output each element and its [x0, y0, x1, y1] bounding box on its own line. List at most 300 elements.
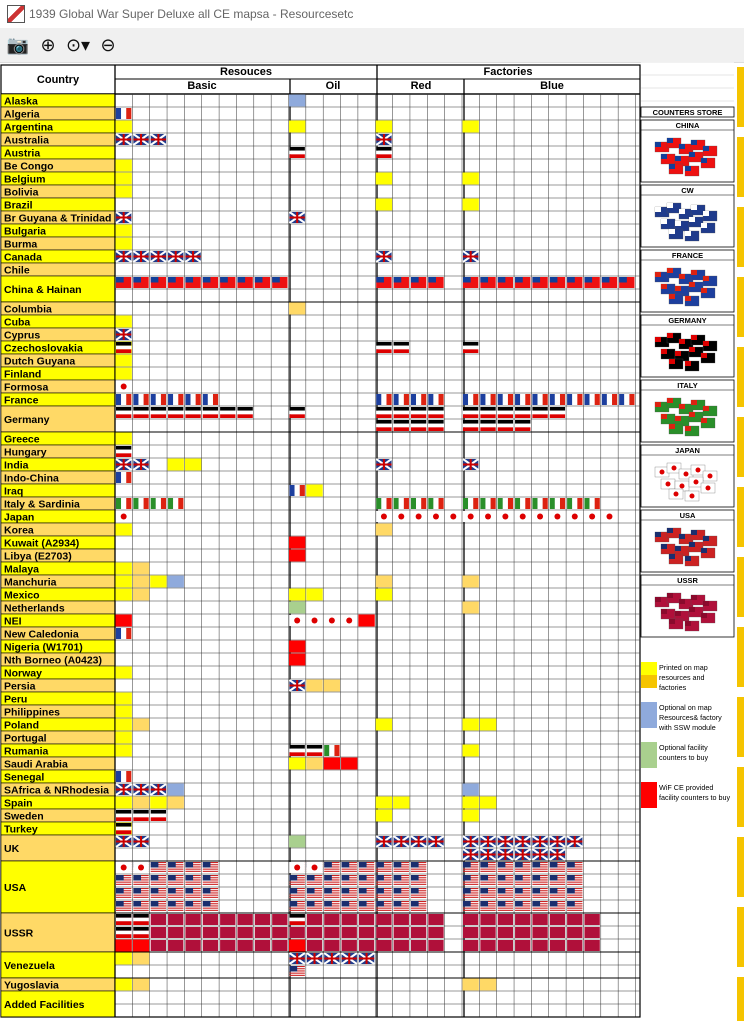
germany-counter — [498, 411, 513, 415]
germany-counter — [116, 349, 131, 353]
country-label: SAfrica & NRhodesia — [4, 784, 110, 797]
italy-counter — [416, 498, 421, 509]
country-label: Greece — [4, 433, 40, 446]
usa-counter — [394, 884, 409, 885]
resource-marker — [324, 680, 340, 692]
usa-counter — [515, 869, 530, 870]
germany-counter — [133, 414, 148, 418]
resource-marker — [463, 576, 479, 588]
usa-counter — [324, 875, 332, 881]
germany-counter — [116, 342, 131, 346]
italy-counter — [329, 745, 334, 756]
fr-store-counter-mark — [685, 296, 691, 301]
cn-store-counter-mark — [691, 140, 697, 145]
italy-counter — [439, 498, 444, 509]
germany-counter — [376, 414, 391, 418]
germany-counter — [116, 830, 131, 834]
legend-swatch — [641, 742, 657, 768]
usa-counter — [203, 908, 218, 909]
france-counter — [381, 394, 386, 405]
ussr-counter — [498, 940, 513, 951]
france-counter — [428, 394, 433, 405]
germany-counter — [376, 349, 391, 353]
japan-counter — [121, 384, 127, 390]
country-label: Yugoslavia — [4, 979, 59, 992]
germany-counter — [116, 446, 131, 450]
germany-counter — [133, 934, 148, 938]
usa-counter — [376, 871, 391, 872]
usa-counter — [463, 908, 478, 909]
usa-counter — [151, 884, 166, 885]
germany-counter — [498, 427, 513, 431]
ussr-counter — [185, 927, 200, 938]
camera-button[interactable] — [5, 32, 31, 58]
usa-counter — [550, 888, 558, 894]
france-counter — [151, 394, 156, 405]
zoom-options-button[interactable] — [63, 32, 93, 58]
italy-counter — [543, 498, 548, 509]
uk-store-counter-mark — [701, 223, 707, 228]
germany-counter — [151, 810, 166, 814]
jp-store-counter-dot — [666, 482, 671, 487]
oil-header: Oil — [325, 80, 341, 92]
usa-counter — [203, 897, 218, 898]
uk-store-counter-mark — [679, 209, 685, 214]
country-label: Peru — [4, 693, 28, 706]
next-sheet-strip — [737, 487, 744, 547]
germany-counter — [394, 407, 409, 411]
germany-counter — [116, 407, 131, 411]
germany-counter — [428, 424, 443, 428]
usa-counter — [394, 910, 409, 911]
usa-counter — [307, 884, 322, 885]
germany-counter — [185, 411, 200, 415]
germany-counter — [290, 411, 305, 415]
usa-counter — [342, 897, 357, 898]
usa-counter — [515, 908, 530, 909]
resource-marker — [480, 797, 496, 809]
germany-counter — [237, 411, 252, 415]
uk-store-counter-mark — [667, 203, 673, 208]
italy-counter — [144, 498, 149, 509]
next-sheet-strip — [737, 67, 744, 127]
ussr-counter — [220, 927, 235, 938]
china-counter — [515, 277, 523, 283]
us-store-counter-mark — [669, 554, 675, 559]
japan-counter — [554, 514, 560, 520]
france-counter — [191, 394, 196, 405]
germany-counter — [151, 414, 166, 418]
germany-counter — [428, 407, 443, 411]
it-store-counter-mark — [691, 400, 697, 405]
italy-counter — [584, 498, 589, 509]
germany-counter — [168, 411, 183, 415]
france-counter — [133, 394, 138, 405]
counter-section-title: FRANCE — [671, 251, 704, 260]
italy-counter — [156, 498, 161, 509]
resource-marker — [463, 979, 479, 991]
france-counter — [386, 394, 391, 405]
usa-counter — [342, 875, 350, 881]
usa-counter — [463, 910, 478, 911]
counter-section-title: CW — [681, 186, 694, 195]
country-label: New Caledonia — [4, 628, 79, 641]
germany-counter — [411, 424, 426, 428]
usa-counter — [185, 884, 200, 885]
france-counter — [138, 394, 143, 405]
germany-counter — [116, 934, 131, 938]
usa-counter — [411, 908, 426, 909]
legend-text: Resources& factory — [659, 713, 722, 722]
usa-counter — [151, 901, 159, 907]
usa-counter — [185, 895, 200, 896]
resource-marker — [116, 368, 132, 380]
germany-counter — [515, 407, 530, 411]
france-counter — [520, 394, 525, 405]
resource-marker — [376, 576, 392, 588]
france-counter — [121, 472, 126, 483]
de-store-counter-mark — [691, 335, 697, 340]
usa-counter — [550, 895, 565, 896]
germany-counter — [290, 147, 305, 151]
usa-counter — [532, 897, 547, 898]
country-label: UK — [4, 843, 20, 855]
germany-counter — [307, 745, 322, 749]
counter-section-title: ITALY — [677, 381, 698, 390]
usa-counter — [342, 908, 357, 909]
usa-counter — [411, 897, 426, 898]
cn-store-counter-mark — [661, 154, 667, 159]
next-sheet-strip — [737, 557, 744, 617]
usa-counter — [550, 862, 558, 868]
usa-counter — [307, 888, 315, 894]
usa-counter — [394, 908, 409, 909]
country-label: Italy & Sardinia — [4, 498, 80, 511]
germany-counter — [116, 931, 131, 935]
resource-marker — [116, 615, 132, 627]
usa-counter — [151, 862, 159, 868]
resource-marker — [116, 979, 132, 991]
germany-counter — [394, 349, 409, 353]
usa-counter — [515, 895, 530, 896]
usa-counter — [515, 901, 523, 907]
country-label: Cyprus — [4, 329, 41, 342]
france-counter — [126, 108, 131, 119]
usa-counter — [567, 882, 582, 883]
usa-counter — [480, 901, 488, 907]
germany-counter — [376, 151, 391, 155]
italy-counter — [161, 498, 166, 509]
italy-counter — [121, 498, 126, 509]
france-counter — [394, 394, 399, 405]
uk-store-counter-mark — [669, 229, 675, 234]
usa-counter — [307, 875, 315, 881]
germany-counter — [376, 411, 391, 415]
legend-swatch — [641, 662, 657, 675]
germany-counter — [376, 420, 391, 424]
cn-store-counter-mark — [689, 152, 695, 157]
resource-marker — [150, 576, 166, 588]
germany-counter — [463, 342, 478, 346]
fr-store-counter-mark — [669, 294, 675, 299]
country-label: Alaska — [4, 95, 38, 108]
ussr-counter — [272, 940, 287, 951]
usa-counter — [342, 871, 357, 872]
resource-marker — [168, 576, 184, 588]
japan-counter — [606, 514, 612, 520]
usa-counter — [550, 871, 565, 872]
country-label: Algeria — [4, 108, 40, 121]
resource-marker — [289, 303, 305, 315]
de-store-counter-mark — [655, 337, 661, 342]
usa-counter — [515, 910, 530, 911]
country-label: Turkey — [4, 823, 38, 836]
us-store-counter-mark — [691, 530, 697, 535]
france-counter — [116, 472, 121, 483]
germany-counter — [116, 411, 131, 415]
usa-counter — [324, 908, 339, 909]
usa-counter — [203, 910, 218, 911]
next-sheet-strip — [737, 767, 744, 827]
ussr-counter — [272, 914, 287, 925]
cn-store-counter-mark — [655, 142, 661, 147]
usa-counter — [498, 875, 506, 881]
country-label: Saudi Arabia — [4, 758, 68, 771]
japan-counter — [346, 618, 352, 624]
france-counter — [126, 628, 131, 639]
usa-counter — [203, 901, 211, 907]
italy-counter — [376, 498, 381, 509]
resource-marker — [168, 459, 184, 471]
usa-counter — [376, 897, 391, 898]
de-store-counter-mark — [679, 339, 685, 344]
next-sheet-strip — [737, 277, 744, 337]
cn-store-counter-mark — [685, 166, 691, 171]
italy-counter — [508, 498, 513, 509]
resource-marker — [289, 95, 305, 107]
next-sheet-strip — [737, 837, 744, 897]
usa-counter — [463, 901, 471, 907]
usa-counter — [342, 882, 357, 883]
legend-text: WiF CE provided — [659, 783, 714, 792]
usa-counter — [550, 897, 565, 898]
usa-counter — [185, 910, 200, 911]
germany-counter — [290, 921, 305, 925]
germany-counter — [116, 814, 131, 818]
germany-counter — [116, 453, 131, 457]
japan-counter — [589, 514, 595, 520]
china-counter — [567, 277, 575, 283]
next-sheet-strip — [737, 417, 744, 477]
germany-counter — [203, 411, 218, 415]
usa-counter — [290, 875, 298, 881]
usa-counter — [290, 884, 305, 885]
usa-counter — [359, 888, 367, 894]
germany-counter — [151, 411, 166, 415]
usa-counter — [168, 871, 183, 872]
resource-marker — [116, 524, 132, 536]
usa-counter — [394, 888, 402, 894]
usa-counter — [133, 908, 148, 909]
zoom-in-button[interactable] — [35, 32, 61, 58]
usa-counter — [290, 910, 305, 911]
usa-counter — [133, 910, 148, 911]
usa-counter — [185, 882, 200, 883]
zoom-in-icon: ⊕ — [40, 35, 56, 55]
china-counter — [116, 277, 124, 283]
france-counter — [411, 394, 416, 405]
usa-counter — [324, 869, 339, 870]
usa-counter — [376, 901, 384, 907]
germany-counter — [290, 154, 305, 158]
ussr-counter — [498, 914, 513, 925]
italy-counter — [381, 498, 386, 509]
usa-counter — [550, 882, 565, 883]
country-label: Bulgaria — [4, 225, 47, 238]
france-counter — [126, 394, 131, 405]
ussr-counter — [307, 914, 322, 925]
usa-counter — [567, 910, 582, 911]
resource-marker — [289, 940, 305, 952]
france-counter — [560, 394, 565, 405]
germany-counter — [463, 424, 478, 428]
zoom-out-button[interactable] — [95, 32, 121, 58]
usa-counter — [394, 862, 402, 868]
france-counter — [480, 394, 485, 405]
su-store-counter-mark — [691, 595, 697, 600]
usa-counter — [567, 901, 575, 907]
usa-counter — [324, 871, 339, 872]
china-counter — [602, 277, 610, 283]
usa-counter — [498, 908, 513, 909]
germany-counter — [376, 427, 391, 431]
usa-counter — [550, 875, 558, 881]
usa-counter — [133, 897, 148, 898]
country-label: Br Guyana & Trinidad — [4, 212, 112, 225]
germany-counter — [428, 427, 443, 431]
japan-counter — [312, 865, 318, 871]
china-counter — [151, 277, 159, 283]
ussr-counter — [532, 914, 547, 925]
ussr-counter — [515, 914, 530, 925]
germany-counter — [133, 407, 148, 411]
germany-counter — [463, 414, 478, 418]
ussr-counter — [515, 940, 530, 951]
it-store-counter-mark — [689, 412, 695, 417]
cn-store-counter-mark — [675, 156, 681, 161]
china-counter — [220, 277, 228, 283]
usa-counter — [168, 884, 183, 885]
resource-marker — [289, 589, 305, 601]
resource-marker — [133, 719, 149, 731]
country-label: Sweden — [4, 810, 44, 823]
china-counter — [255, 277, 263, 283]
germany-counter — [515, 414, 530, 418]
china-counter — [237, 277, 245, 283]
germany-counter — [376, 424, 391, 428]
france-counter — [463, 394, 468, 405]
france-counter — [121, 628, 126, 639]
country-label: Burma — [4, 238, 38, 251]
resource-marker — [133, 797, 149, 809]
usa-counter — [151, 875, 159, 881]
usa-counter — [116, 875, 124, 881]
usa-counter — [324, 882, 339, 883]
resource-marker — [116, 238, 132, 250]
usa-counter — [376, 908, 391, 909]
usa-counter — [394, 871, 409, 872]
usa-counter — [463, 897, 478, 898]
su-store-counter-mark — [667, 593, 673, 598]
ussr-counter — [411, 914, 426, 925]
france-counter — [116, 771, 121, 782]
italy-counter — [468, 498, 473, 509]
country-label: NEI — [4, 615, 22, 628]
country-label: Persia — [4, 680, 36, 693]
usa-counter — [498, 884, 513, 885]
usa-counter — [185, 901, 193, 907]
usa-counter — [203, 895, 218, 896]
jp-store-counter-dot — [672, 466, 677, 471]
germany-counter — [185, 414, 200, 418]
france-counter — [116, 628, 121, 639]
france-counter — [416, 394, 421, 405]
usa-counter — [324, 901, 332, 907]
usa-counter — [532, 908, 547, 909]
france-counter — [498, 394, 503, 405]
italy-counter — [178, 498, 183, 509]
red-header: Red — [410, 80, 432, 92]
resource-marker — [306, 680, 322, 692]
ussr-counter — [359, 927, 374, 938]
toolbar — [0, 28, 744, 63]
usa-counter — [290, 966, 298, 972]
usa-counter — [550, 884, 565, 885]
usa-counter — [376, 869, 391, 870]
usa-counter — [411, 875, 419, 881]
ussr-counter — [290, 927, 305, 938]
italy-counter — [399, 498, 404, 509]
resource-marker — [116, 355, 132, 367]
usa-counter — [550, 869, 565, 870]
resource-sheet[interactable] — [0, 62, 744, 1021]
fr-store-counter-mark — [679, 274, 685, 279]
usa-counter — [290, 975, 305, 976]
it-store-counter-mark — [685, 426, 691, 431]
france-counter — [577, 394, 582, 405]
usa-counter — [463, 875, 471, 881]
usa-counter — [480, 869, 495, 870]
uk-store-counter-mark — [675, 221, 681, 226]
germany-counter — [133, 918, 148, 922]
ussr-counter — [376, 927, 391, 938]
usa-counter — [515, 862, 523, 868]
country-label: Czechoslovakia — [4, 342, 83, 355]
germany-counter — [498, 420, 513, 424]
it-store-counter-mark — [655, 402, 661, 407]
usa-counter — [151, 871, 166, 872]
japan-counter — [294, 618, 300, 624]
next-sheet-strip — [737, 697, 744, 757]
title-bar — [0, 0, 744, 28]
resource-marker — [116, 433, 132, 445]
germany-counter — [394, 414, 409, 418]
germany-counter — [515, 424, 530, 428]
germany-counter — [116, 414, 131, 418]
resource-marker — [463, 719, 479, 731]
germany-counter — [133, 810, 148, 814]
usa-counter — [515, 888, 523, 894]
